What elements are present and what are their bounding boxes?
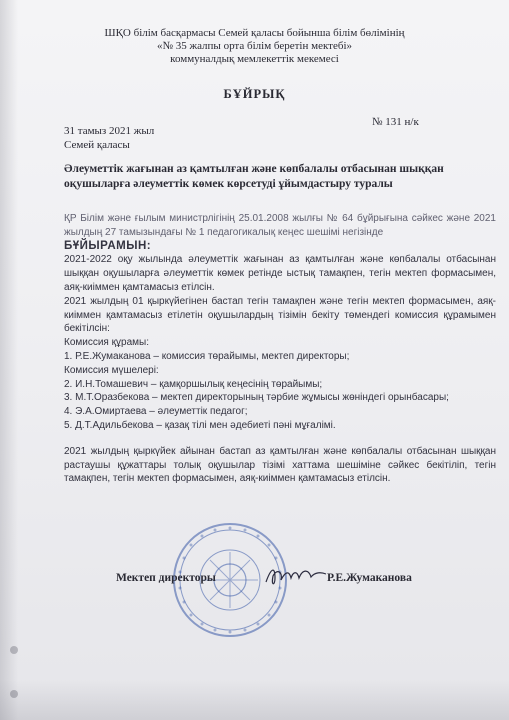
handwritten-signature: [263, 560, 329, 590]
page-shadow-bottom: [0, 680, 509, 720]
document-title: БҰЙРЫҚ: [223, 87, 286, 101]
commission-heading: Комиссия құрамы:: [64, 337, 149, 349]
preamble-text: ҚР Білім және ғылым министрлігінің 25.01.2008 жылғы № 64 бұйрығына сәйкес және 2021 жылдың 27 тамызындағы № 1 педагогикалық кеңес шешімі негізінде: [64, 213, 496, 238]
document-body: [64, 212, 496, 486]
signer-position: Мектеп директоры: [116, 572, 216, 584]
document-city: Семей қаласы: [64, 139, 130, 151]
page-shadow-left: [0, 0, 18, 720]
commission-member-2: 2. И.Н.Томашевич – қамқоршылық кеңесінің төрайымы;: [64, 378, 323, 390]
commission-member-5: 5. Д.Т.Адильбекова – қазақ тілі мен әдебиеті пәні мұғалімі.: [64, 419, 336, 431]
header-line-1: ШҚО білім басқармасы Семей қаласы бойынша білім бөлімінің: [104, 27, 405, 39]
paragraph-spacer: [64, 433, 496, 445]
header-line-2: «№ 35 жалпы орта білім беретін мектебі»: [156, 40, 353, 52]
document-date: 31 тамыз 2021 жыл: [64, 125, 155, 137]
commission-member-3: 3. М.Т.Оразбекова – мектеп директорының тәрбие жұмысы жөніндегі орынбасары;: [64, 392, 449, 404]
punch-hole: [10, 646, 18, 654]
header-line-3: коммуналдық мемлекеттік мекемесі: [170, 53, 339, 65]
signer-name: Р.Е.Жумаканова: [327, 572, 412, 584]
document-subject: Әлеуметтік жағынан аз қамтылған және көпбалалы отбасынан шыққан оқушыларға әлеуметтік көмек көрсетуді ұйымдастыру туралы: [64, 163, 444, 190]
punch-hole: [10, 690, 18, 698]
commission-member-4: 4. Э.А.Омиртаева – әлеуметтік педагог;: [64, 406, 248, 418]
order-word: БҰЙЫРАМЫН:: [64, 239, 152, 252]
order-paragraph-2: 2021 жылдың 01 қыркүйегінен бастап тегін тамақпен және тегін мектеп формасымен, аяқ-киіммен қамтамасыз етілетін оқушылардың тізімін бекіту төмендегі комиссия құрамымен бекітілсін:: [64, 295, 496, 335]
members-heading: Комиссия мүшелері:: [64, 364, 159, 376]
order-paragraph-1: 2021-2022 оқу жылында әлеуметтік жағынан аз қамтылған және көпбалалы отбасынан шыққан оқушыларға әлеуметтік көмек ретінде ыстық тамақпен, тегін мектеп формасымен, аяқ-киіммен қамтамасыз етілсін.: [64, 254, 496, 293]
document-number: № 131 н/к: [372, 116, 419, 128]
commission-member-1: 1. Р.Е.Жумаканова – комиссия төрайымы, мектеп директоры;: [64, 350, 350, 362]
order-paragraph-3: 2021 жылдың қыркүйек айынан бастап аз қамтылған және көпбалалы отбасынан шыққан растаушы құжаттары толық оқушылар тізімі хаттама шешіміне сәйкес бекітіліп, тегін тамақпен, тегін мектеп формасымен, аяқ-киіммен қамтамасыз етілсін.: [64, 445, 496, 485]
